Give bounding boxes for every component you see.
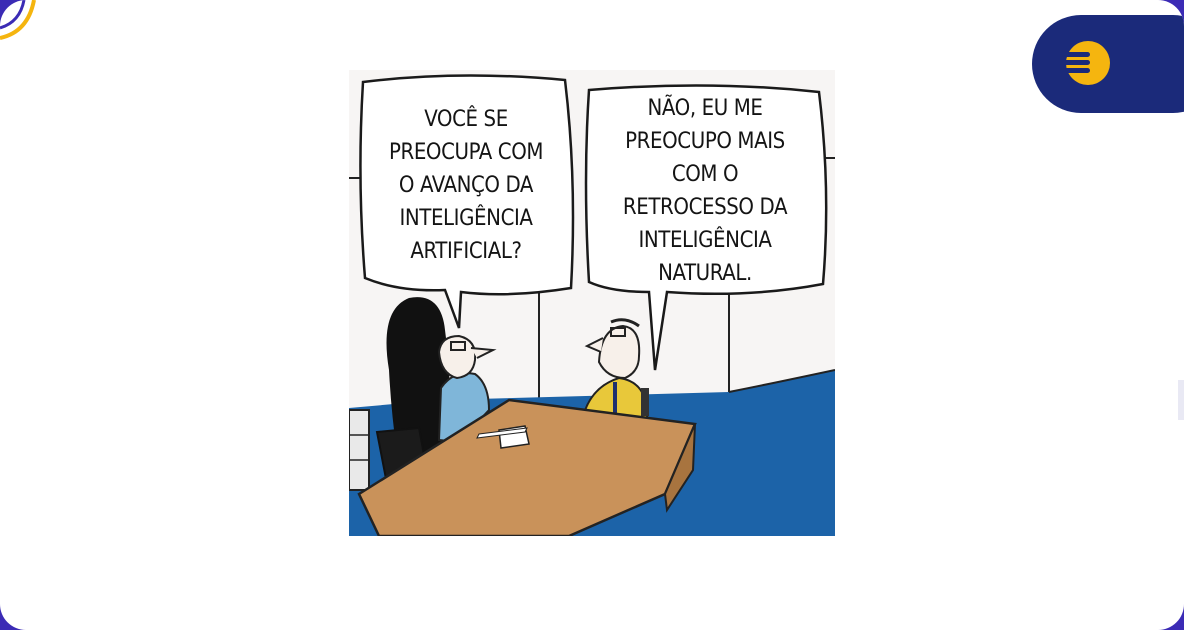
right-bubble-line: RETROCESSO DA <box>622 195 788 220</box>
left-bubble-line: PREOCUPA COM <box>388 140 544 165</box>
left-bubble-line: O AVANÇO DA <box>398 173 534 198</box>
right-bubble-line: NÃO, EU ME <box>647 96 763 121</box>
left-bubble-line: VOCÊ SE <box>424 107 508 132</box>
right-speech-bubble-text <box>587 92 823 290</box>
corner-swoosh-decoration <box>0 0 52 52</box>
comic-image <box>349 70 835 536</box>
right-bubble-line: NATURAL. <box>658 261 752 286</box>
left-bubble-line: ARTIFICIAL? <box>410 239 522 264</box>
right-bubble-line: COM O <box>671 162 739 187</box>
brand-e-logo-icon <box>1058 38 1112 88</box>
edge-decoration <box>1178 380 1184 420</box>
left-bubble-line: INTELIGÊNCIA <box>399 206 533 231</box>
left-speech-bubble-text <box>361 103 571 268</box>
right-bubble-line: INTELIGÊNCIA <box>638 228 772 253</box>
right-bubble-line: PREOCUPO MAIS <box>625 129 785 154</box>
